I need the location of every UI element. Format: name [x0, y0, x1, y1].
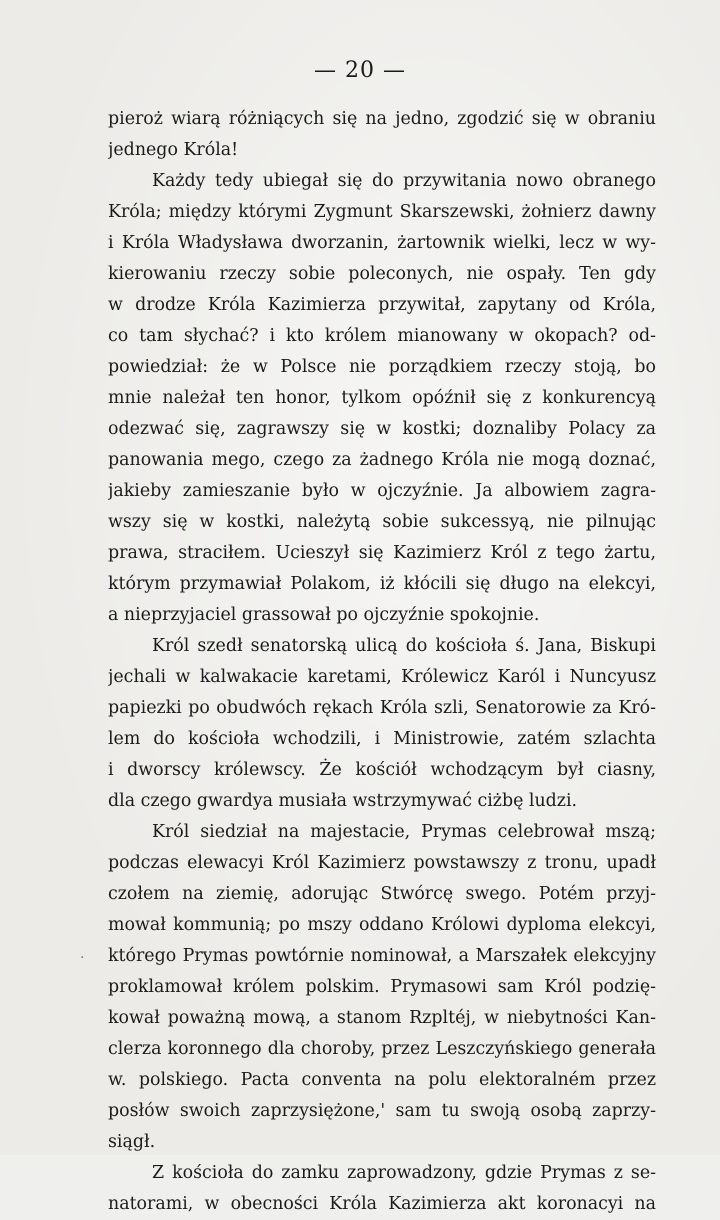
text-line: co tam słychać? i kto królem mianowany w okopach? od-	[108, 326, 656, 346]
text-line	[108, 1158, 656, 1189]
text-line: siągł.	[108, 1132, 156, 1152]
text-line: Króla; między którymi Zygmunt Skarszewski, żołnierz dawny	[108, 202, 656, 222]
text-line: podczas elewacyi Król Kazimierz powstawszy z tronu, upadł	[108, 853, 656, 873]
text-line: prawa, straciłem. Ucieszył się Kazimierz Król z tego żartu,	[108, 543, 656, 563]
body-text	[108, 104, 656, 1220]
text-line	[108, 166, 656, 197]
text-line: posłów swoich zaprzysiężone,' sam tu swoją osobą zaprzy-	[108, 1101, 656, 1121]
text-line: wszy się w kostki, należytą sobie sukcessyą, nie pilnując	[108, 512, 656, 532]
text-line: natorami, w obecności Króla Kazimierza akt koronacyi na	[108, 1194, 656, 1214]
text-line: kował poważną mową, a stanom Rzpltéj, w niebytności Kan-	[108, 1008, 656, 1028]
text-line	[108, 631, 656, 662]
text-line: którego Prymas powtórnie nominował, a Marszałek elekcyjny	[108, 946, 656, 966]
text-line-content: Z kościoła do zamku zaprowadzony, gdzie Prymas z se-	[152, 1163, 656, 1183]
text-line: a nieprzyjaciel grassował po ojczyźnie spokojnie.	[108, 605, 540, 625]
text-line: papiezki po obudwóch rękach Króla szli, Senatorowie za Kró-	[108, 698, 656, 718]
text-line: kierowaniu rzeczy sobie poleconych, nie ospały. Ten gdy	[108, 264, 656, 284]
paragraph	[108, 166, 656, 631]
text-line: czołem na ziemię, adorując Stwórcę swego. Potém przyj-	[108, 884, 656, 904]
text-line: którym przymawiał Polakom, iż kłócili się długo na elekcyi,	[108, 574, 656, 594]
text-line: i dworscy królewscy. Że kościół wchodzącym był ciasny,	[108, 760, 656, 780]
text-line-content: Król szedł senatorską ulicą do kościoła ś. Jana, Biskupi	[152, 636, 656, 656]
text-line: w. polskiego. Pacta conventa na polu elektoralném przez	[108, 1070, 656, 1090]
paragraph	[108, 817, 656, 1158]
text-line: jechali w kalwakacie karetami, Królewicz Karól i Nuncyusz	[108, 667, 656, 687]
text-line: pieroż wiarą różniących się na jedno, zgodzić się w obraniu	[108, 109, 656, 129]
paragraph	[108, 631, 656, 817]
text-line-content: Każdy tedy ubiegał się do przywitania nowo obranego	[152, 171, 656, 191]
paragraph	[108, 1158, 656, 1220]
ink-speck: ·	[80, 950, 85, 966]
page-number: — 20 —	[314, 58, 406, 83]
text-line: mował kommunią; po mszy oddano Królowi dyploma elekcyi,	[108, 915, 656, 935]
text-line: i Króla Władysława dworzanin, żartownik wielki, lecz w wy-	[108, 233, 656, 253]
text-line: odezwać się, zagrawszy się w kostki; doznaliby Polacy za	[108, 419, 656, 439]
text-line: jakieby zamieszanie było w ojczyźnie. Ja albowiem zagra-	[108, 481, 656, 501]
text-line: proklamował królem polskim. Prymasowi sam Król podzię-	[108, 977, 656, 997]
text-line: clerza koronnego dla choroby, przez Leszczyńskiego generała	[108, 1039, 656, 1059]
text-line: w drodze Króla Kazimierza przywitał, zapytany od Króla,	[108, 295, 656, 315]
text-line: mnie należał ten honor, tylkom opóźnił się z konkurencyą	[108, 388, 656, 408]
text-line: jednego Króla!	[108, 140, 239, 160]
text-line: panowania mego, czego za żadnego Króla nie mogą doznać,	[108, 450, 656, 470]
text-line: lem do kościoła wchodzili, i Ministrowie, zatém szlachta	[108, 729, 656, 749]
text-line-content: Król siedział na majestacie, Prymas celebrował mszą;	[152, 822, 656, 842]
text-line: powiedział: że w Polsce nie porządkiem rzeczy stoją, bo	[108, 357, 656, 377]
paragraph	[108, 104, 656, 166]
text-line: dla czego gwardya musiała wstrzymywać ciżbę ludzi.	[108, 791, 578, 811]
text-line	[108, 817, 656, 848]
